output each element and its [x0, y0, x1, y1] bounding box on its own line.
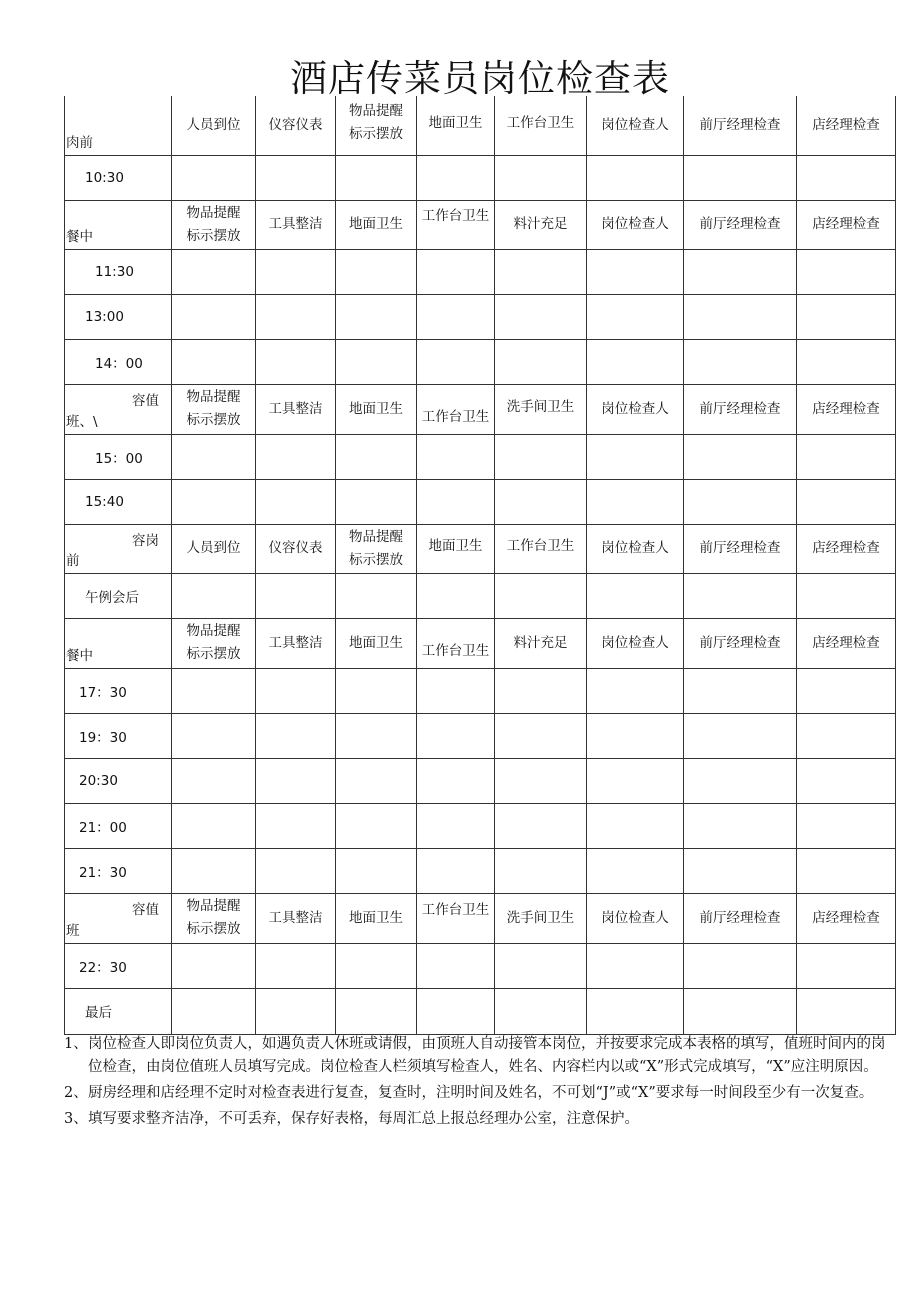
check-entry-cell[interactable]	[797, 339, 896, 384]
column-header-label: 工作台卫生	[421, 901, 490, 918]
column-header-label: 工具整洁	[268, 216, 323, 232]
column-header-label: 工作台卫生	[506, 114, 575, 131]
check-entry-cell[interactable]	[336, 668, 417, 713]
check-entry-cell[interactable]	[256, 848, 336, 893]
check-entry-cell[interactable]	[256, 758, 336, 803]
column-header-label: 前厅经理检查	[699, 540, 781, 556]
column-header	[256, 893, 336, 943]
check-entry-cell[interactable]	[797, 758, 896, 803]
column-header	[256, 384, 336, 434]
check-entry-cell[interactable]	[172, 803, 256, 848]
time-slot-cell	[65, 988, 172, 1034]
column-header-label: 地面卫生	[349, 216, 403, 232]
time-slot-cell	[65, 758, 172, 803]
check-entry-cell[interactable]	[495, 434, 587, 479]
check-entry-cell[interactable]	[587, 668, 684, 713]
column-header	[336, 618, 417, 668]
check-entry-cell[interactable]	[172, 573, 256, 618]
column-header-label: 物品提醒 标示摆放	[186, 898, 241, 937]
column-header	[417, 893, 495, 943]
column-header-label: 人员到位	[186, 540, 241, 556]
column-header	[172, 893, 256, 943]
note-item	[64, 1033, 892, 1079]
column-header-label: 料汁充足	[513, 216, 568, 232]
column-header	[684, 618, 797, 668]
check-entry-cell[interactable]	[256, 434, 336, 479]
section-header-row	[65, 384, 896, 434]
check-entry-cell[interactable]	[495, 988, 587, 1034]
check-entry-cell[interactable]	[256, 249, 336, 294]
section-label-bottom: 前	[66, 552, 80, 569]
check-entry-cell[interactable]	[256, 713, 336, 758]
check-entry-cell[interactable]	[797, 249, 896, 294]
time-slot-row	[65, 434, 896, 479]
column-header-label: 前厅经理检查	[699, 909, 781, 926]
check-entry-cell[interactable]	[256, 294, 336, 339]
check-entry-cell[interactable]	[684, 434, 797, 479]
time-slot-cell	[65, 803, 172, 848]
column-header	[417, 200, 495, 249]
check-entry-cell[interactable]	[417, 803, 495, 848]
column-header-label: 工作台卫生	[421, 208, 490, 224]
check-entry-cell[interactable]	[495, 943, 587, 988]
check-entry-cell[interactable]	[684, 803, 797, 848]
column-header-label: 工具整洁	[268, 909, 323, 926]
check-entry-cell[interactable]	[172, 758, 256, 803]
check-entry-cell[interactable]	[587, 434, 684, 479]
time-slot-label: 20:30	[79, 772, 118, 789]
column-header-label: 洗手间卫生	[506, 909, 575, 926]
check-entry-cell[interactable]	[336, 434, 417, 479]
section-label-top: 容值	[132, 392, 159, 409]
column-header-label: 地面卫生	[349, 400, 403, 417]
check-entry-cell[interactable]	[336, 294, 417, 339]
column-header	[256, 524, 336, 573]
check-entry-cell[interactable]	[587, 573, 684, 618]
time-slot-cell	[65, 155, 172, 200]
check-entry-cell[interactable]	[495, 479, 587, 524]
check-entry-cell[interactable]	[797, 848, 896, 893]
time-slot-row	[65, 294, 896, 339]
column-header-label: 工作台卫生	[506, 538, 575, 554]
check-entry-cell[interactable]	[587, 155, 684, 200]
time-slot-cell	[65, 573, 172, 618]
check-entry-cell[interactable]	[417, 155, 495, 200]
check-entry-cell[interactable]	[587, 339, 684, 384]
column-header-label: 店经理检查	[812, 634, 880, 651]
note-item	[64, 1082, 892, 1105]
column-header	[495, 893, 587, 943]
column-header-label: 前厅经理检查	[699, 216, 781, 232]
column-header	[417, 384, 495, 434]
check-entry-cell[interactable]	[256, 573, 336, 618]
check-entry-cell[interactable]	[336, 988, 417, 1034]
section-label-bottom: 肉前	[66, 134, 93, 151]
time-slot-label: 午例会后	[85, 589, 139, 606]
column-header-label: 店经理检查	[812, 909, 880, 926]
check-entry-cell[interactable]	[256, 988, 336, 1034]
note-number: 3、	[64, 1111, 88, 1127]
check-entry-cell[interactable]	[587, 943, 684, 988]
check-entry-cell[interactable]	[495, 713, 587, 758]
note-number: 2、	[64, 1085, 88, 1101]
time-slot-label: 10:30	[85, 169, 124, 186]
column-header	[684, 524, 797, 573]
time-slot-label: 11:30	[95, 263, 134, 280]
column-header-label: 店经理检查	[812, 116, 880, 133]
column-header	[495, 524, 587, 573]
column-header-label: 工具整洁	[268, 400, 323, 417]
time-slot-cell	[65, 713, 172, 758]
time-slot-label: 22：30	[79, 959, 127, 976]
check-entry-cell[interactable]	[172, 249, 256, 294]
time-slot-label: 最后	[85, 1005, 112, 1021]
column-header	[495, 384, 587, 434]
time-slot-cell	[65, 249, 172, 294]
column-header-label: 岗位检查人	[601, 216, 669, 232]
column-header	[797, 200, 896, 249]
column-header	[172, 524, 256, 573]
column-header	[172, 200, 256, 249]
check-entry-cell[interactable]	[417, 339, 495, 384]
note-text: 填写要求整齐洁净，不可丢弃，保存好表格，每周汇总上报总经理办公室，注意保护。	[88, 1111, 639, 1127]
column-header-label: 岗位检查人	[601, 540, 669, 556]
column-header	[684, 200, 797, 249]
column-header-label: 地面卫生	[428, 538, 483, 554]
column-header-label: 前厅经理检查	[699, 400, 781, 417]
column-header-label: 人员到位	[186, 116, 241, 133]
time-slot-row	[65, 249, 896, 294]
column-header	[495, 618, 587, 668]
column-header-label: 工作台卫生	[421, 642, 490, 659]
column-header	[797, 384, 896, 434]
check-entry-cell[interactable]	[495, 848, 587, 893]
section-label-cell	[65, 893, 172, 943]
check-entry-cell[interactable]	[587, 848, 684, 893]
column-header	[172, 96, 256, 155]
check-entry-cell[interactable]	[256, 943, 336, 988]
column-header	[797, 893, 896, 943]
check-entry-cell[interactable]	[172, 988, 256, 1034]
check-entry-cell[interactable]	[684, 988, 797, 1034]
check-entry-cell[interactable]	[495, 803, 587, 848]
section-label-bottom: 班、\	[66, 413, 98, 430]
check-entry-cell[interactable]	[587, 758, 684, 803]
check-entry-cell[interactable]	[684, 943, 797, 988]
column-header-label: 物品提醒 标示摆放	[186, 204, 241, 244]
check-entry-cell[interactable]	[684, 713, 797, 758]
column-header	[797, 96, 896, 155]
time-slot-row	[65, 668, 896, 713]
column-header	[417, 618, 495, 668]
check-entry-cell[interactable]	[417, 249, 495, 294]
column-header-label: 仪容仪表	[268, 116, 323, 133]
check-entry-cell[interactable]	[336, 848, 417, 893]
check-entry-cell[interactable]	[797, 943, 896, 988]
section-header-row	[65, 618, 896, 668]
column-header	[256, 96, 336, 155]
check-entry-cell[interactable]	[495, 758, 587, 803]
column-header	[587, 96, 684, 155]
check-entry-cell[interactable]	[336, 803, 417, 848]
column-header-label: 店经理检查	[812, 216, 880, 232]
note-text: 岗位检查人即岗位负责人，如遇负责人休班或请假，由顶班人自动接管本岗位，并按要求完成本表格的填写，值班时间内的岗位检查，由岗位值班人员填写完成。岗位检查人栏须填写检查人，姓名、内容栏内以或“X”形式完成填写，“X”应注明原因。	[88, 1036, 886, 1075]
section-label-cell	[65, 524, 172, 573]
column-header	[256, 618, 336, 668]
check-entry-cell[interactable]	[336, 943, 417, 988]
time-slot-label: 14：00	[95, 355, 143, 372]
column-header	[587, 384, 684, 434]
check-entry-cell[interactable]	[797, 155, 896, 200]
time-slot-row	[65, 848, 896, 893]
column-header	[172, 384, 256, 434]
notes-list	[64, 1033, 892, 1134]
check-entry-cell[interactable]	[684, 155, 797, 200]
time-slot-cell	[65, 434, 172, 479]
column-header	[684, 96, 797, 155]
time-slot-cell	[65, 339, 172, 384]
column-header	[417, 524, 495, 573]
time-slot-row	[65, 339, 896, 384]
note-number: 1、	[64, 1036, 88, 1052]
time-slot-label: 21：30	[79, 864, 127, 881]
time-slot-cell	[65, 943, 172, 988]
time-slot-label: 13:00	[85, 308, 124, 325]
time-slot-row	[65, 758, 896, 803]
check-entry-cell[interactable]	[417, 668, 495, 713]
column-header	[336, 96, 417, 155]
note-item	[64, 1108, 892, 1131]
check-entry-cell[interactable]	[684, 479, 797, 524]
check-entry-cell[interactable]	[797, 988, 896, 1034]
check-entry-cell[interactable]	[417, 988, 495, 1034]
column-header-label: 前厅经理检查	[699, 634, 781, 651]
check-entry-cell[interactable]	[797, 479, 896, 524]
note-text: 厨房经理和店经理不定时对检查表进行复查，复查时，注明时间及姓名，不可划“J”或“X”要求每一时间段至少有一次复查。	[88, 1085, 874, 1101]
check-entry-cell[interactable]	[684, 294, 797, 339]
check-entry-cell[interactable]	[336, 758, 417, 803]
check-entry-cell[interactable]	[684, 668, 797, 713]
column-header	[797, 524, 896, 573]
column-header	[495, 96, 587, 155]
check-entry-cell[interactable]	[495, 249, 587, 294]
check-entry-cell[interactable]	[256, 803, 336, 848]
time-slot-row	[65, 155, 896, 200]
section-label-bottom: 班	[66, 922, 80, 939]
check-entry-cell[interactable]	[495, 668, 587, 713]
time-slot-row	[65, 573, 896, 618]
column-header-label: 岗位检查人	[601, 116, 669, 133]
check-entry-cell[interactable]	[336, 249, 417, 294]
time-slot-label: 17：30	[79, 684, 127, 701]
check-entry-cell[interactable]	[417, 434, 495, 479]
check-entry-cell[interactable]	[587, 294, 684, 339]
column-header	[417, 96, 495, 155]
check-entry-cell[interactable]	[495, 155, 587, 200]
check-entry-cell[interactable]	[587, 249, 684, 294]
column-header	[172, 618, 256, 668]
check-entry-cell[interactable]	[256, 155, 336, 200]
column-header-label: 岗位检查人	[601, 909, 669, 926]
section-label-bottom: 餐中	[66, 228, 93, 245]
check-entry-cell[interactable]	[172, 848, 256, 893]
check-entry-cell[interactable]	[495, 573, 587, 618]
check-entry-cell[interactable]	[336, 339, 417, 384]
check-entry-cell[interactable]	[417, 713, 495, 758]
check-entry-cell[interactable]	[172, 479, 256, 524]
column-header-label: 物品提醒 标示摆放	[186, 389, 241, 428]
time-slot-label: 15：00	[95, 450, 143, 467]
column-header-label: 物品提醒 标示摆放	[349, 103, 403, 143]
section-label-cell	[65, 200, 172, 249]
column-header	[587, 524, 684, 573]
inspection-table	[64, 96, 896, 1035]
column-header-label: 工具整洁	[268, 634, 323, 651]
column-header	[336, 200, 417, 249]
check-entry-cell[interactable]	[797, 434, 896, 479]
check-entry-cell[interactable]	[797, 294, 896, 339]
check-entry-cell[interactable]	[417, 294, 495, 339]
check-entry-cell[interactable]	[797, 713, 896, 758]
check-entry-cell[interactable]	[417, 573, 495, 618]
column-header-label: 洗手间卫生	[506, 398, 575, 415]
check-entry-cell[interactable]	[417, 943, 495, 988]
column-header	[684, 893, 797, 943]
time-slot-row	[65, 479, 896, 524]
check-entry-cell[interactable]	[797, 668, 896, 713]
check-entry-cell[interactable]	[256, 668, 336, 713]
check-entry-cell[interactable]	[797, 573, 896, 618]
column-header-label: 仪容仪表	[268, 540, 323, 556]
column-header	[797, 618, 896, 668]
time-slot-cell	[65, 479, 172, 524]
check-entry-cell[interactable]	[684, 339, 797, 384]
section-label-top: 容值	[132, 901, 159, 918]
time-slot-label: 21：00	[79, 819, 127, 836]
check-entry-cell[interactable]	[684, 573, 797, 618]
check-entry-cell[interactable]	[587, 988, 684, 1034]
section-label-cell	[65, 384, 172, 434]
time-slot-cell	[65, 294, 172, 339]
column-header	[587, 200, 684, 249]
column-header-label: 料汁充足	[513, 634, 568, 651]
column-header	[587, 893, 684, 943]
column-header	[587, 618, 684, 668]
check-entry-cell[interactable]	[172, 294, 256, 339]
check-entry-cell[interactable]	[172, 434, 256, 479]
section-header-row	[65, 893, 896, 943]
check-entry-cell[interactable]	[172, 943, 256, 988]
check-entry-cell[interactable]	[172, 668, 256, 713]
section-header-row	[65, 200, 896, 249]
check-entry-cell[interactable]	[336, 713, 417, 758]
time-slot-label: 19：30	[79, 729, 127, 746]
check-entry-cell[interactable]	[256, 339, 336, 384]
check-entry-cell[interactable]	[336, 479, 417, 524]
time-slot-cell	[65, 848, 172, 893]
time-slot-row	[65, 943, 896, 988]
column-header-label: 店经理检查	[812, 400, 880, 417]
check-entry-cell[interactable]	[587, 713, 684, 758]
column-header-label: 地面卫生	[349, 909, 403, 926]
column-header-label: 物品提醒 标示摆放	[349, 528, 403, 568]
column-header-label: 物品提醒 标示摆放	[186, 623, 241, 662]
check-entry-cell[interactable]	[587, 803, 684, 848]
section-label-cell	[65, 618, 172, 668]
column-header-label: 前厅经理检查	[699, 116, 781, 133]
check-entry-cell[interactable]	[417, 848, 495, 893]
check-entry-cell[interactable]	[417, 479, 495, 524]
check-entry-cell[interactable]	[495, 294, 587, 339]
column-header-label: 岗位检查人	[601, 634, 669, 651]
check-entry-cell[interactable]	[495, 339, 587, 384]
time-slot-row	[65, 803, 896, 848]
check-entry-cell[interactable]	[797, 803, 896, 848]
column-header	[336, 893, 417, 943]
column-header	[256, 200, 336, 249]
check-entry-cell[interactable]	[172, 339, 256, 384]
section-header-row	[65, 96, 896, 155]
column-header	[336, 524, 417, 573]
section-label-top: 容岗	[132, 532, 159, 549]
time-slot-cell	[65, 668, 172, 713]
page-title: 酒店传菜员岗位检查表	[290, 57, 670, 100]
column-header	[684, 384, 797, 434]
time-slot-row	[65, 988, 896, 1034]
column-header-label: 地面卫生	[349, 634, 403, 651]
column-header	[336, 384, 417, 434]
column-header	[495, 200, 587, 249]
section-header-row	[65, 524, 896, 573]
section-label-bottom: 餐中	[66, 647, 93, 664]
time-slot-row	[65, 713, 896, 758]
check-entry-cell[interactable]	[256, 479, 336, 524]
column-header-label: 店经理检查	[812, 540, 880, 556]
check-entry-cell[interactable]	[172, 713, 256, 758]
check-entry-cell[interactable]	[587, 479, 684, 524]
time-slot-label: 15:40	[85, 493, 124, 510]
check-entry-cell[interactable]	[417, 758, 495, 803]
column-header-label: 岗位检查人	[601, 400, 669, 417]
check-entry-cell[interactable]	[172, 155, 256, 200]
check-entry-cell[interactable]	[684, 848, 797, 893]
check-entry-cell[interactable]	[684, 758, 797, 803]
check-entry-cell[interactable]	[336, 155, 417, 200]
section-label-cell	[65, 96, 172, 155]
column-header-label: 工作台卫生	[421, 408, 490, 425]
check-entry-cell[interactable]	[684, 249, 797, 294]
check-entry-cell[interactable]	[336, 573, 417, 618]
column-header-label: 地面卫生	[428, 114, 483, 131]
